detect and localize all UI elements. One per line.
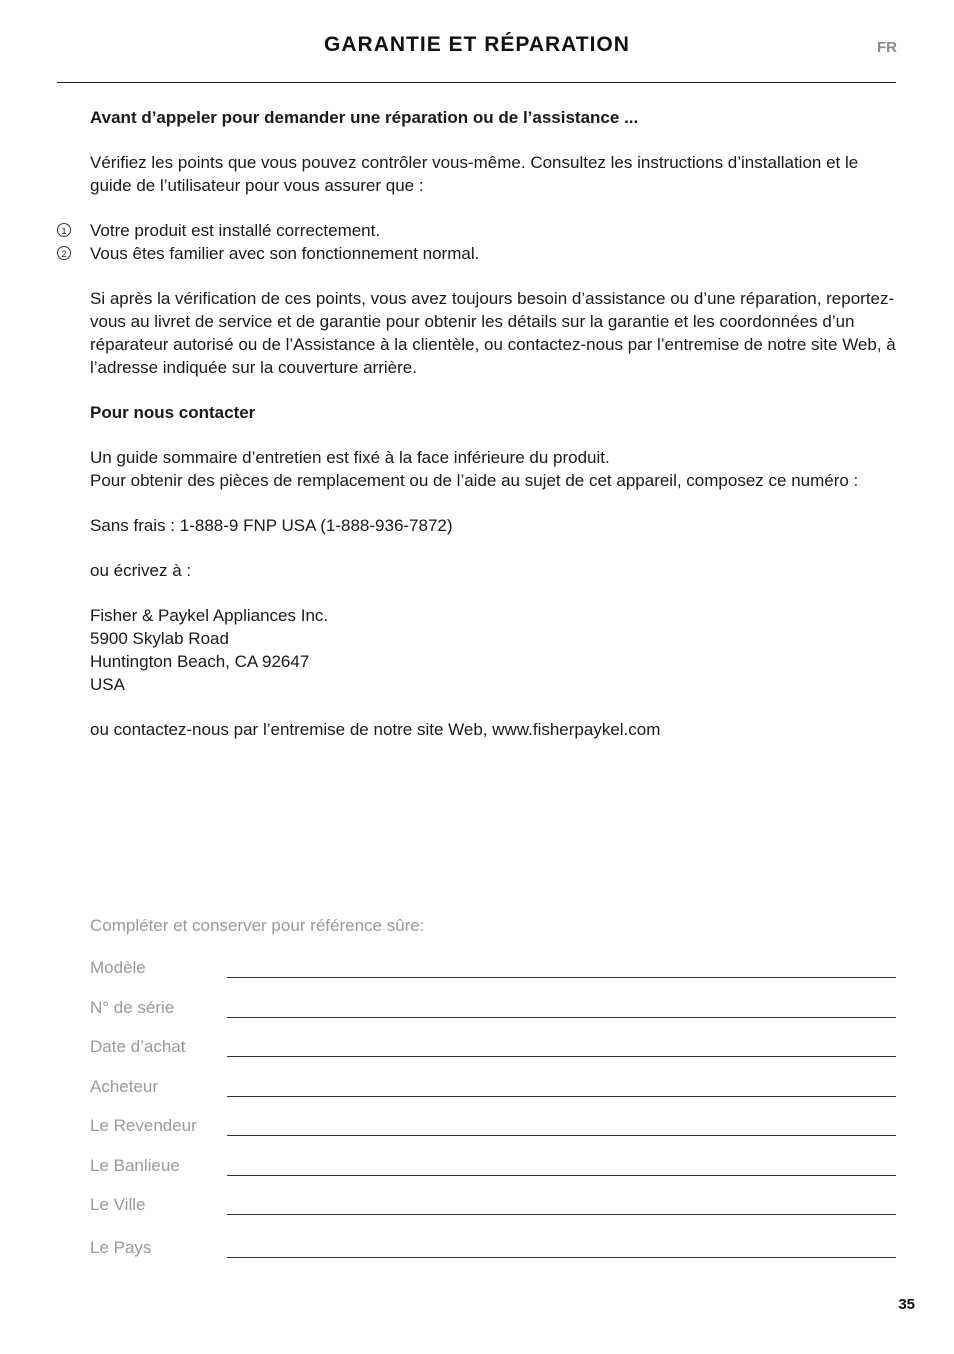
checklist <box>61 219 900 265</box>
list-item-text: Votre produit est installé correctement. <box>90 221 381 240</box>
mailing-address <box>90 604 900 696</box>
form-label: Acheteur <box>90 1076 159 1096</box>
number-1-icon: 1 <box>57 223 71 237</box>
write-label: ou écrivez à : <box>90 561 192 580</box>
form-label: Date d’achat <box>90 1037 186 1056</box>
language-tag: FR <box>877 39 897 56</box>
form-row-dealer <box>90 1114 896 1154</box>
address-line: 5900 Skylab Road <box>90 629 229 648</box>
form-label: Le Pays <box>90 1237 152 1257</box>
form-row-buyer <box>90 1075 896 1115</box>
buyer-field-line <box>227 1096 896 1097</box>
form-label: Modèle <box>90 958 146 977</box>
form-row-city <box>90 1193 896 1233</box>
intro-paragraph: Vérifiez les points que vous pouvez contrôler vous-même. Consultez les instructions d’installation et le guide de l’utilisateur pour vous assurer que : <box>90 153 859 195</box>
form-row-serial <box>90 996 896 1036</box>
address-line: Fisher & Paykel Appliances Inc. <box>90 606 329 625</box>
suburb-field-line <box>227 1175 896 1176</box>
dealer-field-line <box>227 1135 896 1136</box>
main-content <box>61 106 900 763</box>
form-label: Le Revendeur <box>90 1116 197 1135</box>
page-number: 35 <box>898 1296 915 1313</box>
form-label: Le Ville <box>90 1195 146 1214</box>
form-row-purchase-date <box>90 1035 896 1075</box>
form-label: Le Banlieue <box>90 1155 180 1175</box>
contact-heading: Pour nous contacter <box>90 403 256 422</box>
list-item <box>61 242 900 265</box>
address-line: USA <box>90 675 125 694</box>
phone-number: Sans frais : 1-888-9 FNP USA (1-888-936-7872) <box>90 516 453 535</box>
reference-form <box>90 916 896 1275</box>
list-item <box>61 219 900 242</box>
contact-info <box>90 446 900 492</box>
contact-line: Un guide sommaire d’entretien est fixé à la face inférieure du produit. <box>90 448 610 467</box>
contact-line: Pour obtenir des pièces de remplacement ou de l’aide au sujet de cet appareil, composez ce numéro : <box>90 471 859 490</box>
model-field-line <box>227 977 896 978</box>
serial-field-line <box>227 1017 896 1018</box>
form-row-suburb <box>90 1154 896 1194</box>
number-2-icon: 2 <box>57 246 71 260</box>
form-label: N° de série <box>90 997 175 1017</box>
purchase-date-field-line <box>227 1056 896 1057</box>
intro-heading: Avant d’appeler pour demander une réparation ou de l’assistance ... <box>90 108 639 127</box>
address-line: Huntington Beach, CA 92647 <box>90 652 310 671</box>
header-divider <box>57 82 896 83</box>
list-item-text: Vous êtes familier avec son fonctionnement normal. <box>90 244 480 263</box>
website-line: ou contactez-nous par l’entremise de notre site Web, www.fisherpaykel.com <box>90 720 661 739</box>
city-field-line <box>227 1214 896 1215</box>
country-field-line <box>227 1257 896 1258</box>
form-row-country <box>90 1233 896 1275</box>
form-intro: Compléter et conserver pour référence sûre: <box>90 916 425 935</box>
page-title: GARANTIE ET RÉPARATION <box>324 33 630 56</box>
form-row-model <box>90 956 896 996</box>
assistance-paragraph: Si après la vérification de ces points, vous avez toujours besoin d’assistance ou d’une réparation, reportez-vous au livret de service et de garantie pour obtenir les détails sur la garantie et les coordonnées d’un réparateur autorisé ou de l’Assistance à la clientèle, ou contactez-nous par l’entremise de notre site Web, à l’adresse indiquée sur la couverture arrière. <box>90 289 896 377</box>
